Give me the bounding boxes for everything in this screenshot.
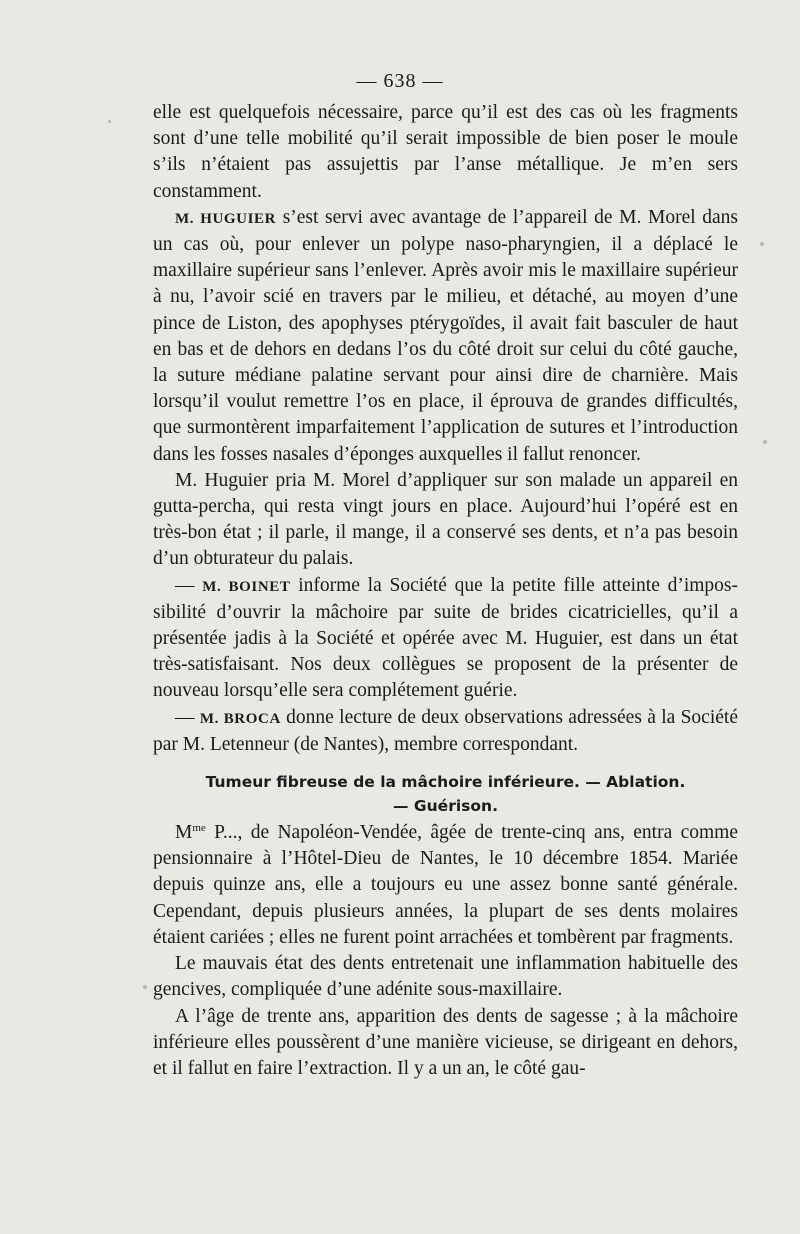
paragraph-case-history xyxy=(153,820,738,951)
section-title xyxy=(153,770,738,818)
title-abbrev-superscript: me xyxy=(192,822,206,835)
dash-prefix: — xyxy=(175,574,203,596)
paragraph-broca xyxy=(153,705,738,758)
paragraph-boinet xyxy=(153,573,738,705)
section-title-line-1: Tumeur fibreuse de la mâchoire inférieure. — Ablation. xyxy=(205,773,686,792)
paragraph-huguier-text: s’est servi avec avantage de l’appareil de M. Morel dans un cas où, pour enlever un polype naso-pharyngien, il a déplacé le maxillaire supérieur sans l’enlever. Après avoir mis le maxillaire supérieur à nu, l’avoir scié en travers par le milieu, et détaché, au moyen d’une pince de Liston, des apophyses ptérygoïdes, il avait fait basculer de haut en bas et de dehors en dedans l’os du côté droit sur celui du côté gauche, la suture médiane palatine servant pour ainsi dire de charnière. Mais lorsqu’il voulut remettre l’os en place, il éprouva de grandes difficultés, que surmontèrent imparfaitement l’application de sutures et l’introduction dans les fosses nasales d’éponges auxquelles il fallut renoncer. xyxy=(153,206,738,465)
title-abbrev: M xyxy=(175,822,193,844)
paper-speck xyxy=(763,440,767,444)
dash-prefix: — xyxy=(175,706,200,728)
paragraph-huguier-continued: M. Huguier pria M. Morel d’appliquer sur son malade un appareil en gutta-percha, qui resta vingt jours en place. Aujourd’hui l’opéré est en très-bon état ; il parle, il mange, il a conservé ses dents, et n’a pas besoin d’un obturateur du palais. xyxy=(153,469,738,570)
paragraph-gums: Le mauvais état des dents entretenait une inflammation habituelle des gencives, compliquée d’une adénite sous-maxillaire. xyxy=(153,953,738,1001)
paragraph-broca-text: donne lecture de deux observations adressées à la Société par M. Letenneur (de Nantes), membre correspondant. xyxy=(153,706,738,755)
paragraph-1: elle est quelquefois nécessaire, parce qu’il est des cas où les fragments sont d’une telle mobilité qu’il serait impossible de bien poser le moule s’ils n’étaient pas assujettis par l’anse métallique. Je m’en sers constamment. xyxy=(153,102,738,202)
paper-speck xyxy=(760,242,764,246)
paper-speck xyxy=(143,985,147,989)
body-text xyxy=(153,100,738,1082)
speaker-name-huguier: M. HUGUIER xyxy=(175,210,277,227)
speaker-name-broca: M. BROCA xyxy=(199,710,281,727)
paper-speck xyxy=(108,120,111,123)
speaker-name-boinet: M. BOINET xyxy=(202,578,291,595)
paragraph-boinet-text: informe la Société que la petite fille atteinte d’impossibilité d’ouvrir la mâchoire par suite de brides cicatricielles, qu’il a présentée jadis à la Société et opérée avec M. Huguier, est dans un état très-satisfaisant. Nos deux collègues se proposent de la présenter de nouveau lorsqu’elle sera complétement guérie. xyxy=(153,574,738,702)
paragraph-wisdom-teeth: A l’âge de trente ans, apparition des dents de sagesse ; à la mâchoire inférieure elles poussèrent d’une manière vicieuse, se dirigeant en dehors, et il fallut en faire l’extraction. Il y a un an, le côté gau- xyxy=(153,1005,738,1079)
paragraph-huguier xyxy=(153,205,738,468)
paragraph-case-history-text: P..., de Napoléon-Vendée, âgée de trente-cinq ans, entra comme pensionnaire à l’Hôtel-Dieu de Nantes, le 10 décembre 1854. Mariée depuis quinze ans, elle a toujours eu une assez bonne santé générale. Cependant, depuis plusieurs années, la plupart de ses dents molaires étaient cariées ; elles ne furent point arrachées et tombèrent par fragments. xyxy=(153,822,738,948)
page-number: — 638 — xyxy=(356,70,444,92)
section-title-line-2: — Guérison. xyxy=(393,797,498,816)
